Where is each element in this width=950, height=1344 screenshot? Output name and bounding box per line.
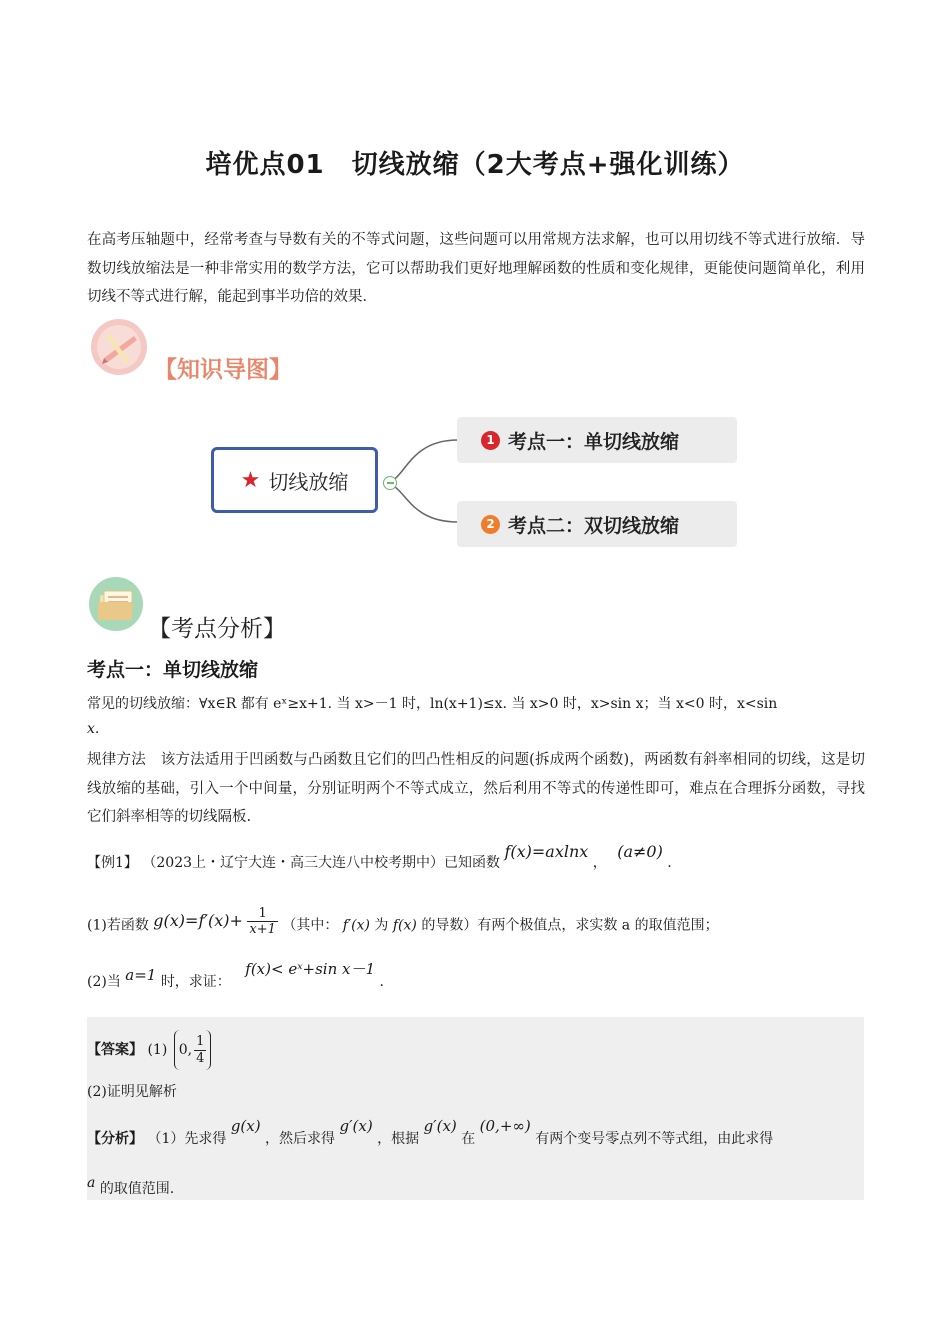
mindmap-node-1[interactable] (457, 417, 737, 463)
number-badge-2: 2 (481, 515, 500, 534)
f-ref: f(x) (392, 917, 417, 934)
analysis-label: 【分析】 (87, 1131, 143, 1147)
tangent-inequalities-cont: x. (87, 721, 100, 737)
mindmap-root-label: 切线放缩 (268, 469, 349, 494)
interval-fraction (194, 1034, 206, 1067)
g-of-x: g(x) (230, 1117, 261, 1135)
q2-end: . (379, 974, 384, 990)
folder-icon (88, 576, 144, 632)
function-g: g(x)=f′(x)+ (153, 910, 243, 930)
g-prime-of-x-2: g′(x) (423, 1117, 457, 1135)
separator: ， (592, 855, 607, 871)
method-paragraph: 规律方法 该方法适用于凹函数与凸函数且它们的凹凸性相反的问题(拆成两个函数)，两函数有斜率相同的切线，这是切线放缩的基础，引入一个中间量，分别证明两个不等式成立，然后利用不等式的传递性即可，难点在合理拆分函数，寻找它们斜率相等的切线隔板. (87, 752, 865, 825)
answer-part-1-label: (1) (147, 1042, 168, 1058)
analysis-text-c: ，根据 (377, 1131, 420, 1147)
example-label: 【例1】 (87, 855, 138, 871)
example-end: . (667, 855, 672, 871)
example-source: （2023上・辽宁大连・高三大连八中校考期中）已知函数 (142, 855, 501, 871)
condition-a: (a≠0) (617, 842, 663, 861)
minus-circle-icon[interactable] (383, 476, 397, 490)
intro-paragraph: 在高考压轴题中，经常考查与导数有关的不等式问题，这些问题可以用常规方法求解，也可以用切线不等式进行放缩．导数切线放缩法是一种非常实用的数学方法，它可以帮助我们更好地理解函数的性质和变化规律，更能使问题简单化，利用切线不等式进行解，能起到事半功倍的效果． (87, 232, 865, 305)
page-title: 培优点01 切线放缩（2大考点+强化训练） (205, 150, 745, 180)
fraction-numerator: 1 (258, 906, 267, 921)
analysis-text-f: 的取值范围. (99, 1181, 175, 1197)
mindmap-root-node[interactable] (211, 447, 378, 513)
question-2 (87, 960, 384, 991)
tangent-inequalities: 常见的切线放缩：∀x∈R 都有 eˣ≥x+1. 当 x>－1 时，ln(x+1)≤x. 当 x>0 时，x>sin x；当 x<0 时，x<sin (87, 696, 778, 712)
mindmap-node-1-label: 考点一：单切线放缩 (508, 430, 680, 453)
analysis-text-b: ，然后求得 (265, 1131, 336, 1147)
number-badge-1: 1 (481, 431, 500, 450)
f-prime: f′(x) (342, 917, 370, 934)
q1-prefix: (1)若函数 (87, 917, 149, 934)
mindmap-node-2-label: 考点二：双切线放缩 (508, 514, 680, 537)
example-1 (87, 842, 672, 872)
interval-numerator: 1 (196, 1033, 205, 1049)
analysis-line (87, 1117, 774, 1148)
mindmap-node-2[interactable] (457, 501, 737, 547)
interval-left: 0, (178, 1042, 193, 1058)
interval-denominator: 4 (196, 1050, 205, 1066)
answer-interval (174, 1030, 212, 1070)
section-title-analysis: 【考点分析】 (148, 616, 286, 642)
answer-label: 【答案】 (87, 1042, 143, 1058)
section-title-mindmap: 【知识导图】 (154, 357, 292, 383)
analysis-text-e: 有两个变号零点列不等式组，由此求得 (535, 1131, 774, 1147)
q2-mid: 时，求证： (160, 974, 231, 990)
q1-mid: （其中： (282, 917, 339, 934)
function-f: f(x)=axlnx (504, 842, 589, 861)
domain-interval: (0,+∞) (479, 1117, 531, 1135)
question-1 (87, 906, 719, 941)
q1-post: 的导数）有两个极值点，求实数 a 的取值范围； (421, 917, 719, 934)
analysis-text-a: （1）先求得 (147, 1131, 227, 1147)
a-equals-1: a=1 (125, 966, 157, 984)
answer-part-1 (87, 1030, 211, 1070)
fraction (247, 906, 278, 937)
answer-part-2: (2)证明见解析 (87, 1084, 177, 1100)
q1-wei: 为 (374, 917, 389, 934)
analysis-text-d: 在 (461, 1131, 476, 1147)
g-prime-of-x: g′(x) (339, 1117, 373, 1135)
star-icon: ★ (240, 467, 261, 493)
fraction-denominator: x+1 (249, 922, 276, 937)
pencil-ruler-icon (90, 318, 148, 376)
analysis-line-2 (87, 1175, 175, 1198)
inequality-to-prove: f(x)< eˣ+sin x－1 (245, 960, 376, 978)
a-variable: a (87, 1175, 96, 1191)
q2-prefix: (2)当 (87, 974, 121, 990)
topic1-title: 考点一：单切线放缩 (87, 659, 259, 681)
